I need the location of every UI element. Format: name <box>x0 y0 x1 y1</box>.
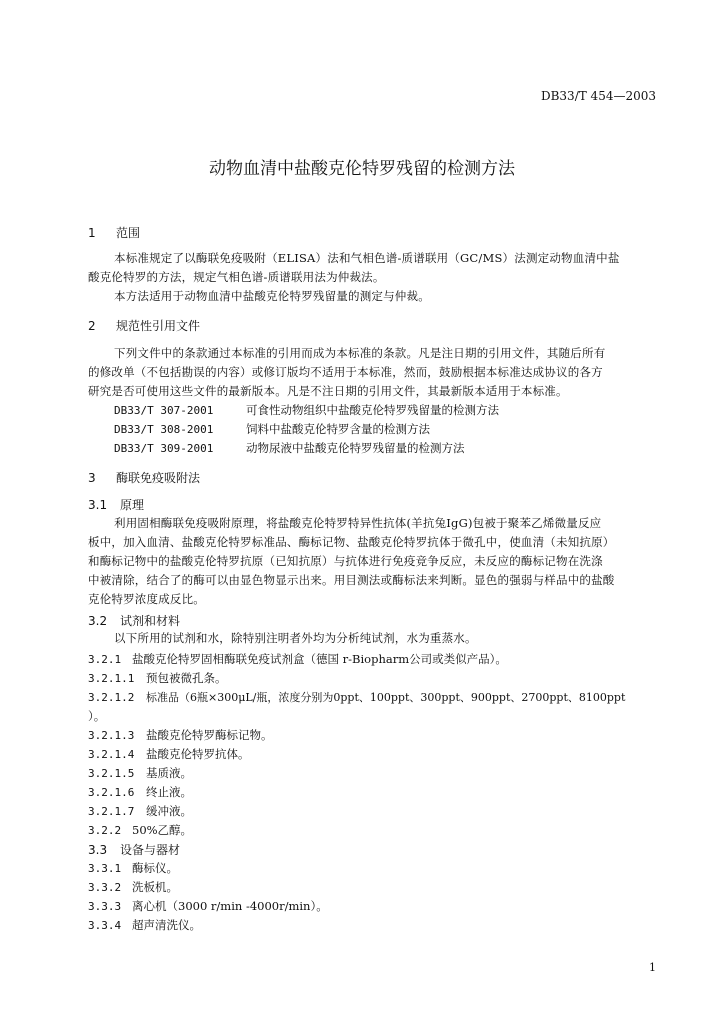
reference-name: 可食性动物组织中盐酸克伦特罗残留量的检测方法 <box>246 403 499 417</box>
clause-item <box>88 879 178 895</box>
subsection-3-1-heading <box>88 496 144 513</box>
clause-text: 盐酸克伦特罗固相酶联免疫试剂盒（德国 r-Biopharm公司或类似产品）。 <box>132 652 507 666</box>
paragraph-line: 以下所用的试剂和水，除特别注明者外均为分析纯试剂，水为重蒸水。 <box>114 631 477 645</box>
clause-number: 3.2.1.6 <box>88 786 135 799</box>
clause-number: 3.3.2 <box>88 881 122 894</box>
clause-text: 盐酸克伦特罗抗体。 <box>146 747 250 761</box>
clause-text: 50%乙醇。 <box>132 823 193 837</box>
clause-item <box>88 784 192 800</box>
section-number: 3 <box>88 471 96 485</box>
section-title: 规范性引用文件 <box>116 319 201 333</box>
section-title: 酶联免疫吸附法 <box>116 471 201 485</box>
reference-name: 饲料中盐酸克伦特罗含量的检测方法 <box>246 422 430 436</box>
clause-number: 3.2.1 <box>88 653 122 666</box>
document-title: 动物血清中盐酸克伦特罗残留的检测方法 <box>209 159 515 179</box>
clause-text: 离心机（3000 r/min -4000r/min）。 <box>132 899 328 913</box>
clause-number: 3.2.1.2 <box>88 691 135 704</box>
clause-item <box>88 917 201 933</box>
clause-item <box>88 746 250 762</box>
reference-item <box>114 421 430 437</box>
reference-code: DB33/T 307-2001 <box>114 404 214 417</box>
paragraph-line: 克伦特罗浓度成反比。 <box>88 592 205 606</box>
clause-item <box>88 860 178 876</box>
section-2-heading <box>88 317 200 334</box>
clause-continuation: ）。 <box>88 709 106 723</box>
subsection-3-3-heading <box>88 841 180 858</box>
reference-item <box>114 402 499 418</box>
clause-number: 3.3.4 <box>88 919 122 932</box>
clause-text: 盐酸克伦特罗酶标记物。 <box>146 728 273 742</box>
clause-text: 预包被微孔条。 <box>146 671 227 685</box>
section-title: 试剂和材料 <box>120 614 181 628</box>
paragraph-line: 和酶标记物中的盐酸克伦特罗抗原（已知抗原）与抗体进行免疫竞争反应，未反应的酶标记物在洗涤 <box>88 554 603 568</box>
clause-item <box>88 765 192 781</box>
clause-item <box>88 651 507 667</box>
section-number: 3.2 <box>88 614 108 628</box>
section-3-heading <box>88 469 200 486</box>
paragraph-line: 研究是否可使用这些文件的最新版本。凡是不注日期的引用文件，其最新版本适用于本标准。 <box>88 384 568 398</box>
clause-text: 标准品（6瓶×300μL/瓶，浓度分别为0ppt、100ppt、300ppt、900ppt、2700ppt、8100ppt <box>146 691 626 704</box>
section-number: 1 <box>88 226 96 240</box>
reference-code: DB33/T 308-2001 <box>114 423 214 436</box>
section-title: 范围 <box>116 226 141 240</box>
clause-number: 3.2.1.5 <box>88 767 135 780</box>
clause-item <box>88 727 273 743</box>
section-title: 设备与器材 <box>120 843 181 857</box>
clause-item <box>88 670 227 686</box>
clause-text: 洗板机。 <box>132 880 178 894</box>
reference-name: 动物尿液中盐酸克伦特罗残留量的检测方法 <box>246 441 465 455</box>
paragraph-line: 酸克伦特罗的方法，规定气相色谱-质谱联用法为仲裁法。 <box>88 270 385 284</box>
clause-item <box>88 803 192 819</box>
clause-text: 缓冲液。 <box>146 804 192 818</box>
clause-number: 3.2.1.7 <box>88 805 135 818</box>
paragraph-line: 的修改单（不包括勘误的内容）或修订版均不适用于本标准，然而，鼓励根据本标准达成协议的各方 <box>88 365 603 379</box>
page-number: 1 <box>649 961 656 974</box>
clause-number: 3.2.2 <box>88 824 122 837</box>
clause-number: 3.3.3 <box>88 900 122 913</box>
section-number: 3.3 <box>88 843 108 857</box>
clause-number: 3.3.1 <box>88 862 122 875</box>
section-number: 2 <box>88 319 96 333</box>
clause-item <box>88 898 328 914</box>
clause-item <box>88 822 192 838</box>
reference-item <box>114 440 465 456</box>
section-1-heading <box>88 224 140 241</box>
clause-text: 酶标仪。 <box>132 861 178 875</box>
paragraph-line: 本方法适用于动物血清中盐酸克伦特罗残留量的测定与仲裁。 <box>114 289 430 303</box>
reference-code: DB33/T 309-2001 <box>114 442 214 455</box>
clause-item <box>88 689 625 705</box>
clause-number: 3.2.1.3 <box>88 729 135 742</box>
subsection-3-2-heading <box>88 612 180 629</box>
paragraph-line: 中被清除，结合了的酶可以由显色物显示出来。用目测法或酶标法来判断。显色的强弱与样品中的盐酸 <box>88 573 615 587</box>
paragraph-line: 板中，加入血清、盐酸克伦特罗标准品、酶标记物、盐酸克伦特罗抗体于微孔中，使血清（未知抗原） <box>88 535 615 549</box>
clause-number: 3.2.1.1 <box>88 672 135 685</box>
standard-code: DB33/T 454—2003 <box>540 89 656 103</box>
clause-text: 超声清洗仪。 <box>132 918 201 932</box>
clause-text: 基质液。 <box>146 766 192 780</box>
section-title: 原理 <box>120 498 145 512</box>
paragraph-line: 本标准规定了以酶联免疫吸附（ELISA）法和气相色谱-质谱联用（GC/MS）法测定动物血清中盐 <box>114 251 620 265</box>
section-number: 3.1 <box>88 498 108 512</box>
clause-number: 3.2.1.4 <box>88 748 135 761</box>
paragraph-line: 利用固相酶联免疫吸附原理，将盐酸克伦特罗特异性抗体(羊抗兔IgG)包被于聚苯乙烯微量反应 <box>114 516 602 530</box>
clause-text: 终止液。 <box>146 785 192 799</box>
paragraph-line: 下列文件中的条款通过本标准的引用而成为本标准的条款。凡是注日期的引用文件，其随后所有 <box>114 346 606 360</box>
